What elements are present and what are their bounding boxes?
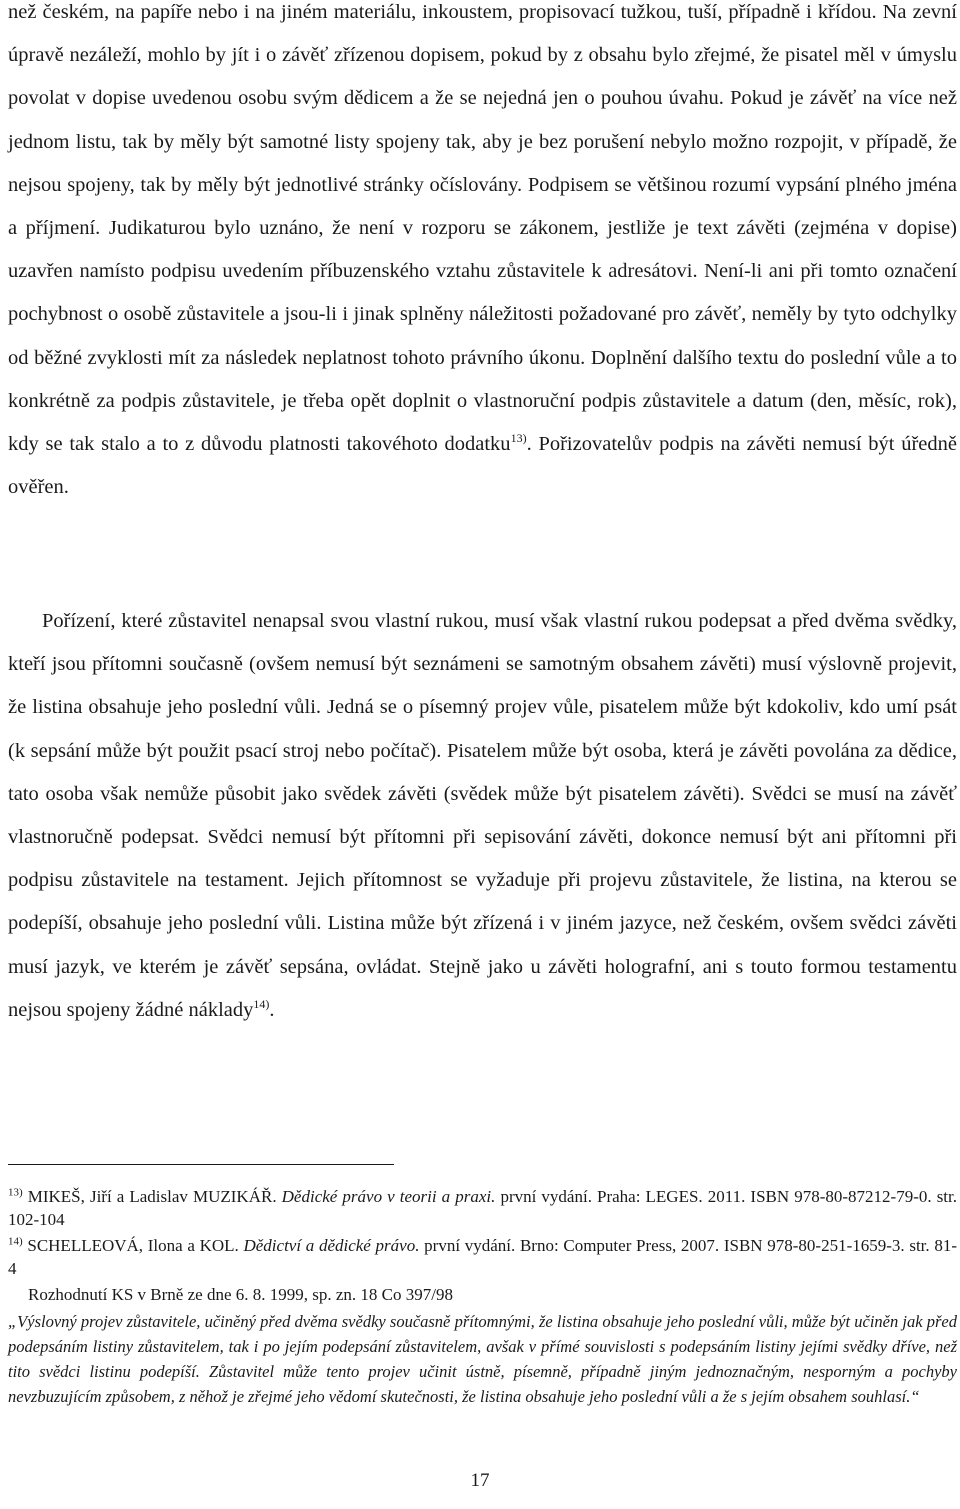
footnote-separator xyxy=(8,1164,394,1165)
footnotes-section xyxy=(8,1186,957,1409)
paragraph-text: než českém, na papíře nebo i na jiném materiálu, inkoustem, propisovací tužkou, tuší, případně i křídou. Na zevní úpravě nezáleží, mohlo by jít i o závěť zřízenou dopisem, pokud by z obsahu bylo zřejmé, že pisatel měl v úmyslu povolat v dopise uvedenou osobu svým dědicem a že se nejedná jen o pouhou úvahu. Pokud je závěť na více než jednom listu, tak by měly být samotné listy spojeny tak, aby je bez porušení nebylo možno rozpojit, v případě, že nejsou spojeny, tak by měly být jednotlivé stránky očíslovány. Podpisem se většinou rozumí vypsání plného jména a příjmení. Judikaturou bylo uznáno, že není v rozporu se zákonem, jestliže je text závěti (zejména v dopise) uzavřen namísto podpisu uvedením příbuzenského vztahu zůstavitele k adresátovi. Není-li ani při tomto označení pochybnost o osobě zůstavitele a jsou-li i jinak splněny náležitosti požadované pro závěť, neměly by tyto odchylky od běžné zvyklosti mít za následek neplatnost tohoto právního úkonu. Doplnění dalšího textu do poslední vůle a to konkrétně za podpis zůstavitele, je třeba opět doplnit o vlastnoruční podpis zůstavitele a datum (den, měsíc, rok), kdy se tak stalo a to z důvodu platnosti takovéhoto dodatku xyxy=(8,1,957,456)
footnote-author: MIKEŠ, Jiří a Ladislav MUZIKÁŘ. xyxy=(22,1187,282,1206)
footnote xyxy=(8,1235,957,1280)
court-ruling-heading: Rozhodnutí KS v Brně ze dne 6. 8. 1999, sp. zn. 18 Co 397/98 xyxy=(28,1285,453,1304)
footnote-number: 13) xyxy=(8,1186,23,1199)
court-ruling-quote: „Výslovný projev zůstavitele, učiněný před dvěma svědky současně přítomnými, že listina obsahuje jeho poslední vůli, může být učiněn jak před podepsáním listiny zůstavitelem, tak i po jejím podepsání zůstavitelem, avšak v přímé souvislosti s podepsáním listiny jejími svědky dříve, než tito svědci listinu podepíší. Zůstavitel může tento projev učinit ústně, písemně, případně jiným jednoznačným, nesporným a pochyby nevzbuzujícím způsobem, z něhož je zřejmé jeho vědomí skutečnosti, že listina obsahuje jeho poslední vůli a že s jejím obsahem souhlasí.“ xyxy=(8,1311,957,1406)
footnote-title: Dědické právo v teorii a praxi. xyxy=(281,1187,496,1206)
footnote-reference: 14) xyxy=(253,997,270,1011)
paragraph-text: Pořízení, které zůstavitel nenapsal svou vlastní rukou, musí však vlastní rukou podepsat a před dvěma svědky, kteří jsou přítomni současně (ovšem nemusí být seznámeni se samotným obsahem závěti) musí výslovně projevit, že listina obsahuje jeho poslední vůli. Jedná se o písemný projev vůle, pisatelem může být kdokoliv, kdo umí psát (k sepsání může být použit psací stroj nebo počítač). Pisatelem může být osoba, která je závěti povolána za dědice, tato osoba však nemůže působit jako svědek závěti (svědek může být pisatelem závěti). Svědci se musí na závěť vlastnoručně podepsat. Svědci nemusí být přítomni při sepisování závěti, dokonce nemusí být ani přítomni při podpisu zůstavitele na testament. Jejich přítomnost se vyžaduje při projevu zůstavitele, že listina, na kterou se podepíší, obsahuje jeho poslední vůli. Listina může být zřízená i v jiném jazyce, než českém, ovšem svědci závěti musí jazyk, ve kterém je závěť sepsána, ovládat. Stejně jako u závěti holografní, ani s touto formou testamentu nejsou spojeny žádné náklady xyxy=(8,610,957,1021)
footnote-title: Dědictví a dědické právo. xyxy=(243,1236,420,1255)
body-paragraph xyxy=(8,600,957,1032)
body-paragraph xyxy=(8,0,957,509)
footnote-details: první vydání. Praha: LEGES. 2011. ISBN 978-80-87212-79-0. str. 102-104 xyxy=(8,1187,958,1229)
footnote xyxy=(8,1186,957,1231)
footnote-reference: 13) xyxy=(510,431,527,446)
page-number: 17 xyxy=(470,1470,490,1491)
paragraph-text: . xyxy=(269,998,275,1021)
footnote-number: 14) xyxy=(8,1235,23,1248)
footnote-author: SCHELLEOVÁ, Ilona a KOL. xyxy=(22,1236,244,1255)
footnote-details: první vydání. Brno: Computer Press, 2007. ISBN 978-80-251-1659-3. str. 81-4 xyxy=(8,1236,957,1278)
paragraph-text: . Pořizovatelův podpis na závěti nemusí být úředně ověřen. xyxy=(8,433,957,499)
